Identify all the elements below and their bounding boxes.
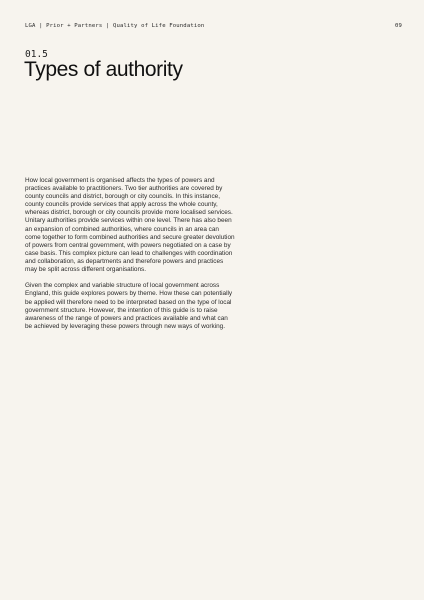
body-text <box>25 177 235 339</box>
body-paragraph-2: Given the complex and variable structure of local government across England, this guide explores powers by theme. How these can potentially be applied will therefore need to be interpreted based on the type of local government structure. However, the intention of this guide is to raise awareness of the range of powers and practices available and what can be achieved by leveraging these powers through new ways of working. <box>25 282 233 330</box>
body-paragraph-1: How local government is organised affects the types of powers and practices available to practitioners. Two tier authorities are covered by county councils and district, borough or city councils. In this instance, county councils provide services that apply across the whole county, whereas district, borough or city councils provide more localised services. Unitary authorities provide services within one level. There has also been an expansion of combined authorities, where councils in an area can come together to form combined authorities and secure greater devolution of powers from central government, with powers negotiated on a case by case basis. This complex picture can lead to challenges with coordination and collaboration, as departments and therefore powers and practices may be split across different organisations. <box>25 177 235 274</box>
page-number: 09 <box>394 23 402 29</box>
section-number: 01.5 <box>25 49 48 60</box>
running-title: LGA | Prior + Partners | Quality of Life Foundation <box>25 23 205 29</box>
page-header <box>25 23 402 29</box>
section-title: Types of authority <box>24 58 183 81</box>
